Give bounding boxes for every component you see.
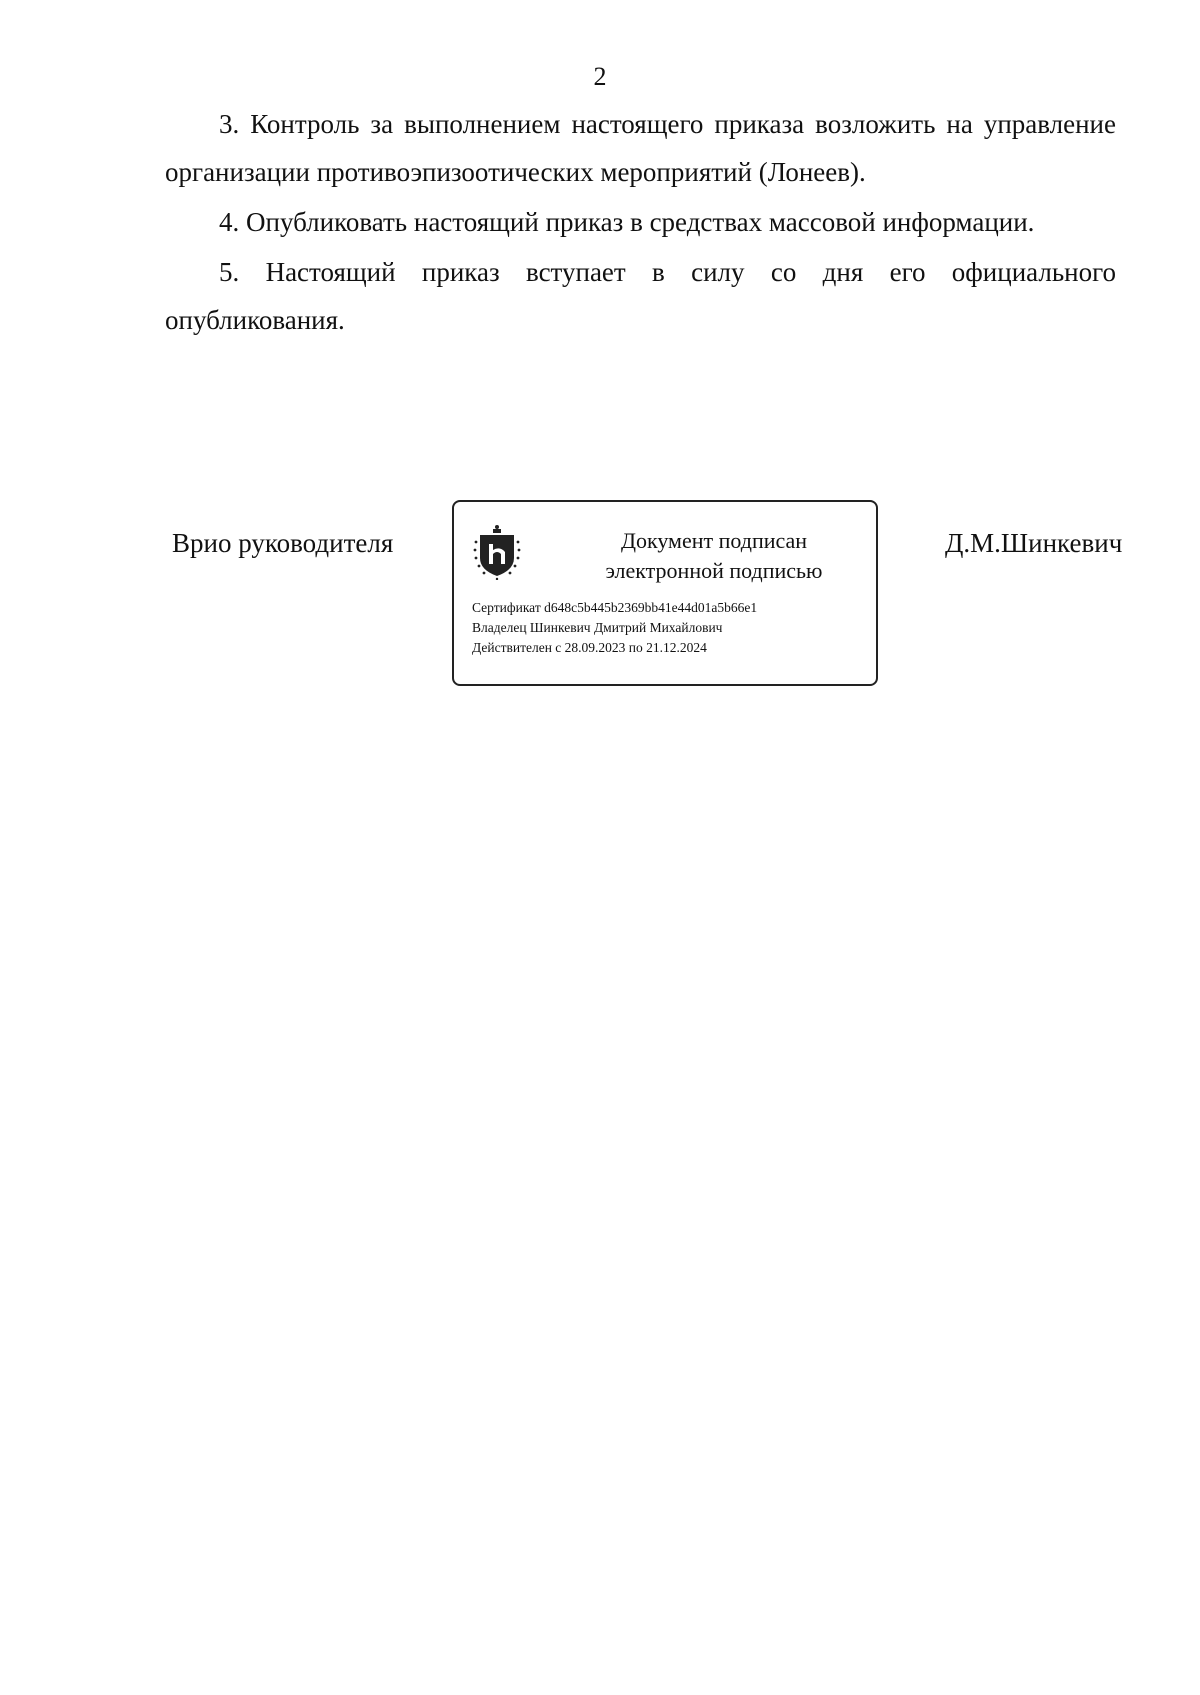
paragraph-4: 4. Опубликовать настоящий приказ в средствах массовой информации. [219, 207, 1035, 237]
page-number: 2 [593, 62, 607, 91]
stamp-title-line2: электронной подписью [605, 558, 823, 583]
signatory-name: Д.М.Шинкевич [945, 528, 1123, 558]
paragraph-3: 3. Контроль за выполнением настоящего приказа возложить на управление организации противоэпизоотических мероприятий (Лонеев). [165, 109, 1116, 187]
stamp-validity: Действителен с 28.09.2023 по 21.12.2024 [472, 640, 707, 655]
stamp-details [472, 598, 757, 658]
stamp-certificate: Сертификат d648c5b445b2369bb41e44d01a5b66e1 [472, 600, 758, 615]
electronic-signature-stamp [452, 500, 878, 686]
coat-of-arms-icon [472, 524, 522, 580]
signatory-position: Врио руководителя [172, 528, 394, 558]
document-body [165, 100, 1116, 346]
stamp-title [564, 526, 864, 586]
stamp-owner: Владелец Шинкевич Дмитрий Михайлович [472, 620, 723, 635]
stamp-title-line1: Документ подписан [620, 528, 808, 553]
paragraph-5: 5. Настоящий приказ вступает в силу со дня его официального опубликования. [165, 257, 1116, 335]
